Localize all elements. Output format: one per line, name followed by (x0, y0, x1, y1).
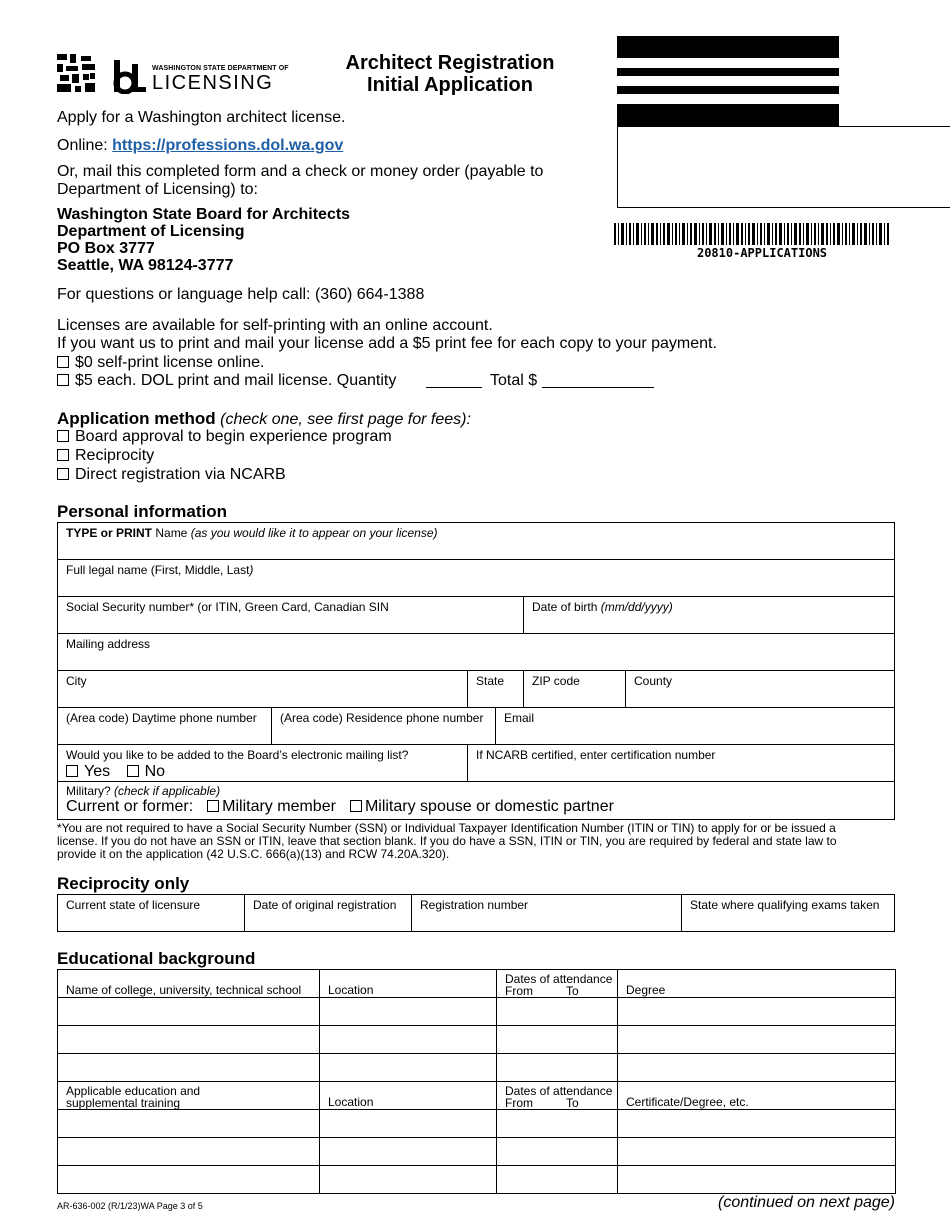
table-cell[interactable] (497, 998, 618, 1026)
mailing-address-label: Mailing address (66, 637, 151, 651)
email-field[interactable] (495, 707, 895, 745)
intro-apply: Apply for a Washington architect license. (57, 109, 346, 126)
method-option-reciprocity (57, 447, 154, 465)
method-board-checkbox[interactable] (57, 430, 69, 442)
county-field[interactable] (625, 670, 895, 708)
table-cell[interactable] (618, 998, 896, 1026)
military-member-checkbox[interactable] (207, 800, 219, 812)
table-cell[interactable] (497, 1054, 618, 1082)
address-line: Washington State Board for Architects (57, 206, 351, 223)
military-note: (check if applicable) (114, 784, 221, 798)
table-cell[interactable] (618, 1138, 896, 1166)
supp-location-column-header: Location (320, 1082, 497, 1110)
reciprocity-reg-number-label: Registration number (420, 898, 529, 912)
name-field[interactable] (57, 522, 895, 560)
footnote-mark: * (57, 821, 62, 835)
table-cell[interactable] (320, 1054, 497, 1082)
mailing-list-yes-label: Yes (84, 763, 111, 780)
dob-field[interactable] (523, 596, 895, 634)
table-row (58, 1026, 896, 1054)
table-cell[interactable] (497, 1166, 618, 1194)
table-row (58, 1110, 896, 1138)
address-line: Seattle, WA 98124-3777 (57, 257, 234, 274)
mailing-list-question: Would you like to be added to the Board’s electronic mailing list? (66, 748, 409, 762)
office-use-box (617, 126, 950, 208)
school-column-header: Name of college, university, technical school (58, 970, 320, 998)
total-field[interactable] (542, 386, 654, 388)
table-cell[interactable] (320, 1138, 497, 1166)
reciprocity-exam-state[interactable] (681, 894, 895, 932)
table-cell[interactable] (58, 1138, 320, 1166)
table-cell[interactable] (58, 1054, 320, 1082)
method-ncarb-label: Direct registration via NCARB (75, 466, 286, 483)
continued-note: (continued on next page) (717, 1194, 895, 1211)
mailing-list-no-checkbox[interactable] (127, 765, 139, 777)
table-cell[interactable] (497, 1138, 618, 1166)
method-option-board (57, 428, 392, 446)
military-member-label: Military member (222, 798, 336, 815)
license-print-line-1: Licenses are available for self-printing with an online account. (57, 317, 493, 334)
self-print-label: $0 self-print license online. (75, 354, 265, 371)
ssn-footnote (57, 822, 877, 861)
ssn-field[interactable] (57, 596, 524, 634)
barcode-icon (614, 223, 890, 245)
education-table (57, 969, 896, 1194)
table-row (58, 1166, 896, 1194)
name-field-bold: TYPE or PRINT (66, 526, 153, 540)
method-reciprocity-label: Reciprocity (75, 447, 155, 464)
method-option-ncarb (57, 466, 286, 484)
table-cell[interactable] (320, 1026, 497, 1054)
table-row (58, 998, 896, 1026)
military-prefix: Current or former: (66, 798, 194, 815)
city-field[interactable] (57, 670, 468, 708)
reciprocity-reg-number[interactable] (411, 894, 682, 932)
location-column-header: Location (320, 970, 497, 998)
state-label: State (476, 674, 505, 688)
total-label: Total $ (490, 372, 538, 389)
supplemental-column-header: Applicable education and supplemental training (58, 1082, 320, 1110)
application-method-label: Application method (57, 409, 216, 428)
military-spouse-checkbox[interactable] (350, 800, 362, 812)
from-label: From (505, 984, 533, 998)
residence-phone-field[interactable] (271, 707, 496, 745)
table-cell[interactable] (58, 1110, 320, 1138)
online-label: Online: (57, 137, 108, 154)
license-print-line-2: If you want us to print and mail your license add a $5 print fee for each copy to your payment. (57, 335, 717, 352)
military-label: Military? (66, 784, 115, 798)
redaction-bar-4 (617, 104, 839, 126)
name-field-note: (as you would like it to appear on your license) (190, 526, 438, 540)
qr-code-icon (57, 54, 95, 92)
personal-info-table (57, 522, 895, 820)
military-spouse-label: Military spouse or domestic partner (364, 798, 614, 815)
redaction-bar-2 (617, 68, 839, 76)
reciprocity-original-date[interactable] (244, 894, 412, 932)
education-heading: Educational background (57, 949, 256, 968)
from-label: From (505, 1096, 533, 1110)
city-label: City (66, 674, 87, 688)
mailing-list-yes-checkbox[interactable] (66, 765, 78, 777)
ncarb-number-field[interactable] (467, 744, 895, 782)
residence-phone-label: (Area code) Residence phone number (280, 711, 484, 725)
form-id: AR-636-002 (R/1/23)WA Page 3 of 5 (57, 1201, 203, 1211)
application-method-heading (57, 410, 471, 429)
table-cell[interactable] (618, 1026, 896, 1054)
method-reciprocity-checkbox[interactable] (57, 449, 69, 461)
degree-column-header: Degree (618, 970, 896, 998)
table-row (58, 1138, 896, 1166)
method-ncarb-checkbox[interactable] (57, 468, 69, 480)
agency-name-small: WASHINGTON STATE DEPARTMENT OF (152, 65, 289, 72)
mailing-address-field[interactable] (57, 633, 895, 671)
redaction-bar-1 (617, 36, 839, 58)
ssn-label: Social Security number* (or ITIN, Green Card, Canadian SIN (66, 600, 389, 614)
dates-column-header: Dates of attendance From To (497, 970, 618, 998)
intro-online (57, 137, 343, 155)
education-header-row (58, 970, 896, 998)
reciprocity-original-date-label: Date of original registration (253, 898, 397, 912)
mailing-list-no-label: No (144, 763, 166, 780)
zip-field[interactable] (523, 670, 626, 708)
military-options (66, 798, 886, 816)
table-cell[interactable] (320, 1166, 497, 1194)
full-legal-name-field[interactable] (57, 559, 895, 597)
barcode-label: 20810-APPLICATIONS (696, 246, 828, 260)
method-board-label: Board approval to begin experience program (75, 428, 392, 445)
table-cell[interactable] (58, 1026, 320, 1054)
zip-label: ZIP code (532, 674, 580, 688)
table-cell[interactable] (58, 998, 320, 1026)
reciprocity-heading: Reciprocity only (57, 874, 190, 893)
title-line-1: Architect Registration (345, 52, 555, 74)
supplemental-header-row (58, 1082, 896, 1110)
dob-label: Date of birth (532, 600, 601, 614)
title-line-2: Initial Application (367, 74, 533, 96)
dol-print-label: $5 each. DOL print and mail license. Quantity (75, 372, 397, 389)
dob-note: (mm/dd/yyyy) (600, 600, 673, 614)
to-label: To (566, 1096, 579, 1110)
table-cell[interactable] (320, 998, 497, 1026)
reciprocity-current-state[interactable] (57, 894, 245, 932)
table-cell[interactable] (497, 1110, 618, 1138)
application-method-note: (check one, see first page for fees): (220, 411, 471, 428)
reciprocity-exam-state-label: State where qualifying exams taken (690, 898, 880, 912)
ncarb-number-label: If NCARB certified, enter certification number (476, 748, 716, 762)
state-field[interactable] (467, 670, 524, 708)
personal-info-heading: Personal information (57, 502, 228, 521)
daytime-phone-label: (Area code) Daytime phone number (66, 711, 257, 725)
table-cell[interactable] (497, 1026, 618, 1054)
quantity-field[interactable] (426, 386, 482, 388)
table-cell[interactable] (618, 1166, 896, 1194)
agency-name-large: LICENSING (152, 72, 274, 94)
table-cell[interactable] (618, 1110, 896, 1138)
dol-print-checkbox[interactable] (57, 374, 69, 386)
to-label: To (566, 984, 579, 998)
county-label: County (634, 674, 673, 688)
cert-column-header: Certificate/Degree, etc. (618, 1082, 896, 1110)
email-label: Email (504, 711, 535, 725)
daytime-phone-field[interactable] (57, 707, 272, 745)
table-cell[interactable] (320, 1110, 497, 1138)
mailing-address-block (57, 206, 350, 274)
full-legal-name-close: ) (249, 563, 254, 577)
table-row (58, 1054, 896, 1082)
dol-logo-icon (112, 58, 148, 94)
address-line: Department of Licensing (57, 223, 245, 240)
full-legal-name-label: Full legal name (First, Middle, Last (66, 563, 250, 577)
military-field (57, 781, 895, 820)
self-print-option (57, 354, 264, 372)
page-title (300, 52, 600, 96)
military-question (66, 784, 886, 798)
name-field-label: Name (152, 526, 191, 540)
intro-mail: Or, mail this completed form and a check or money order (payable to Department of Licensing) to: (57, 163, 544, 198)
reciprocity-table (57, 894, 895, 932)
table-cell[interactable] (58, 1166, 320, 1194)
reciprocity-current-state-label: Current state of licensure (66, 898, 201, 912)
supp-dates-column-header: Dates of attendance From To (497, 1082, 618, 1110)
mailing-list-options (66, 763, 459, 781)
redaction-bar-3 (617, 86, 839, 94)
self-print-checkbox[interactable] (57, 356, 69, 368)
address-line: PO Box 3777 (57, 240, 155, 257)
dol-print-option (57, 372, 396, 390)
mailing-list-field (57, 744, 468, 782)
dol-logo (112, 58, 287, 94)
online-link[interactable]: https://professions.dol.wa.gov (112, 137, 344, 154)
footnote-text: You are not required to have a Social Security Number (SSN) or Individual Taxpayer Identification Number (ITIN or TIN) to apply for or be issued a license. If you do not have an SSN or ITIN, leave that section blank. If you do have a SSN, ITIN or TIN, you are required by federal and state law to provide it on the application (42 U.S.C. 666(a)(13) and RCW 74.20A.320). (57, 821, 837, 861)
table-cell[interactable] (618, 1054, 896, 1082)
intro-questions: For questions or language help call: (360) 664-1388 (57, 286, 425, 303)
